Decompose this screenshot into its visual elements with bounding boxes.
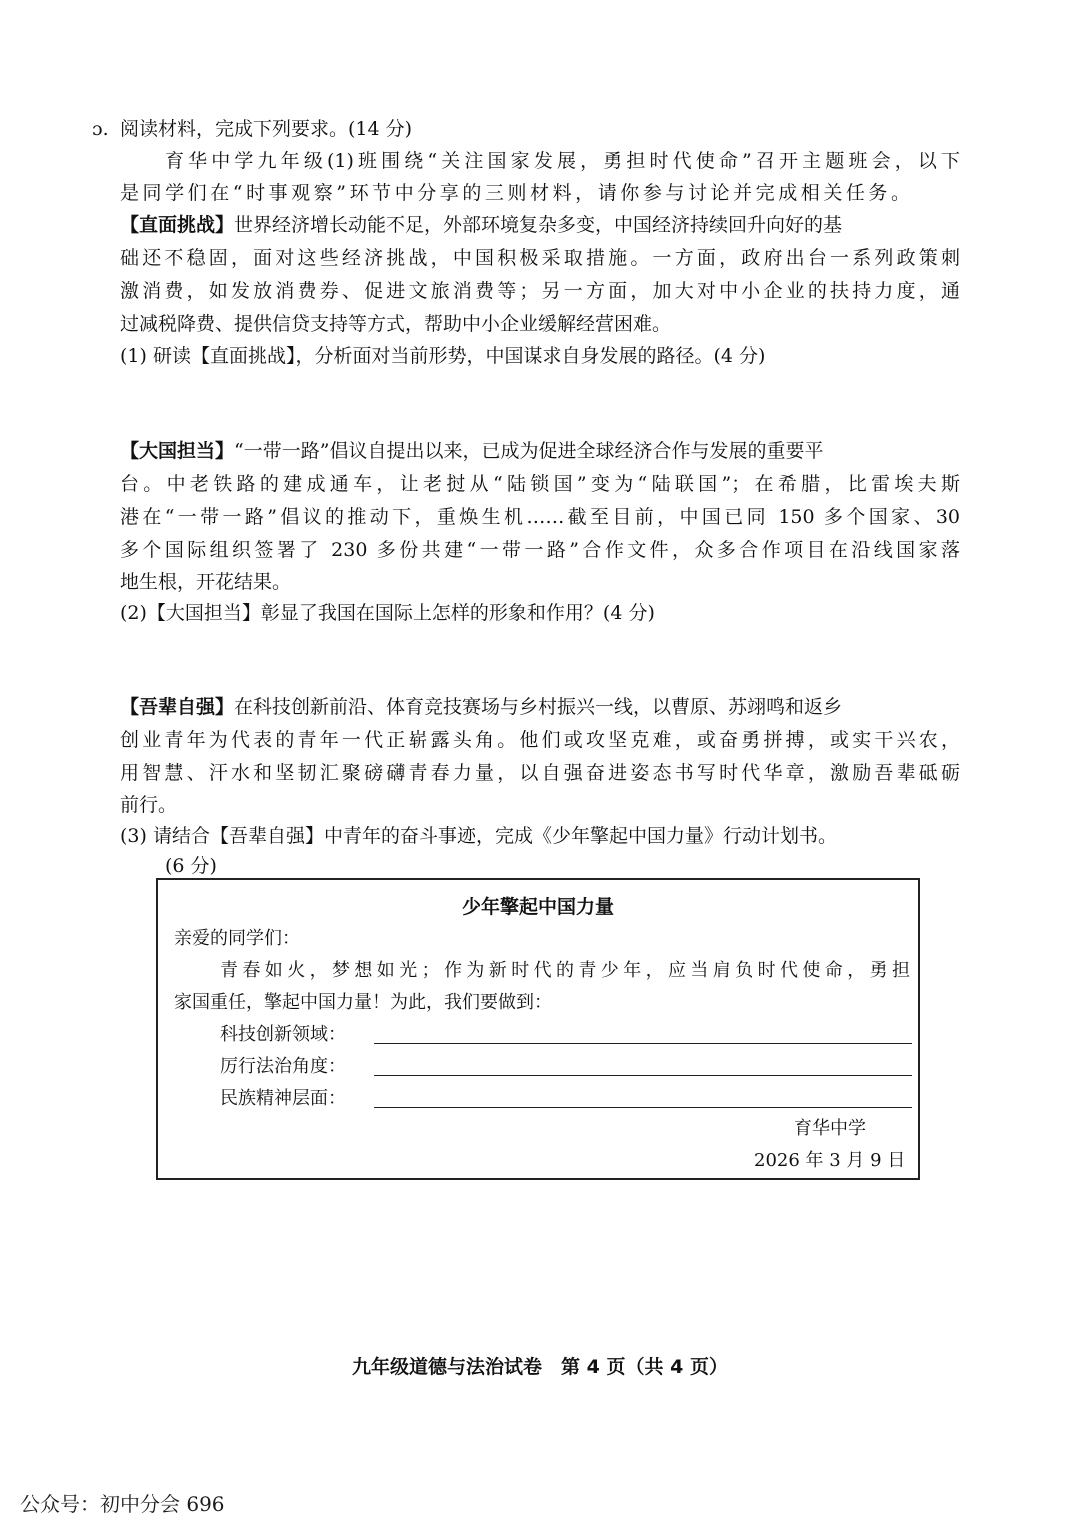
answer-line-law[interactable] (374, 1075, 912, 1076)
watermark: 公众号：初中分会 696 (20, 1492, 225, 1516)
material-text: “一带一路”倡议自提出以来，已成为促进全球经济合作与发展的重要平 (234, 440, 824, 462)
answer-line-tech[interactable] (374, 1043, 912, 1044)
plan-body-line-1: 青春如火，梦想如光；作为新时代的青少年，应当肩负时代使命，勇担 (220, 960, 910, 981)
material-self-strengthening (120, 694, 960, 720)
material-text: 台。中老铁路的建成通车，让老挝从“陆锁国”变为“陆联国”；在希腊，比雷埃夫斯 (120, 473, 960, 495)
page-footer: 九年级道德与法治试卷 第 4 页（共 4 页） (352, 1356, 728, 1378)
plan-title: 少年擎起中国力量 (461, 896, 614, 918)
intro-line-2: 是同学们在“时事观察”环节中分享的三则材料，请你参与讨论并完成相关任务。 (120, 182, 910, 204)
material-text: 创业青年为代表的青年一代正崭露头角。他们或攻坚克难，或奋勇拼搏，或实干兴农， (120, 729, 960, 751)
material-text: 世界经济增长动能不足，外部环境复杂多变，中国经济持续回升向好的基 (234, 214, 843, 236)
field-label-law: 厉行法治角度： (220, 1056, 346, 1077)
material-text: 港在“一带一路”倡议的推动下，重焕生机……截至目前，中国已同 150 多个国家、30 (120, 506, 960, 528)
material-direct-challenge (120, 212, 960, 238)
material-tag: 【吾辈自强】 (120, 696, 235, 718)
plan-body-line-2: 家国重任，擎起中国力量！为此，我们要做到： (174, 992, 552, 1013)
material-great-power (120, 438, 960, 464)
field-label-tech: 科技创新领域： (220, 1024, 346, 1045)
answer-line-spirit[interactable] (374, 1107, 912, 1108)
material-text: 前行。 (120, 794, 178, 816)
plan-date: 2026 年 3 月 9 日 (754, 1150, 906, 1171)
material-text: 用智慧、汗水和坚韧汇聚磅礴青春力量，以自强奋进姿态书写时代华章，激励吾辈砥砺 (120, 762, 960, 784)
plan-greeting: 亲爱的同学们： (174, 928, 300, 949)
sub-question-3: (3) 请结合【吾辈自强】中青年的奋斗事迹，完成《少年擎起中国力量》行动计划书。 (120, 825, 837, 847)
material-text: 激消费，如发放消费券、促进文旅消费等；另一方面，加大对中小企业的扶持力度，通 (120, 280, 960, 302)
material-text: 地生根，开花结果。 (120, 571, 292, 593)
question-number: ɔ. (92, 118, 109, 140)
intro-line-1: 育华中学九年级(1)班围绕“关注国家发展，勇担时代使命”召开主题班会，以下 (165, 150, 960, 172)
material-text: 多个国际组织签署了 230 多份共建“一带一路”合作文件，众多合作项目在沿线国家落 (120, 539, 960, 561)
material-text: 过减税降费、提供信贷支持等方式，帮助中小企业缓解经营困难。 (120, 313, 672, 335)
material-tag: 【大国担当】 (120, 440, 235, 462)
material-text: 在科技创新前沿、体育竞技赛场与乡村振兴一线，以曹原、苏翊鸣和返乡 (234, 696, 843, 718)
material-tag: 【直面挑战】 (120, 214, 235, 236)
plan-signature: 育华中学 (794, 1118, 866, 1139)
field-label-spirit: 民族精神层面： (220, 1088, 346, 1109)
sub-question-1: (1) 研读【直面挑战】，分析面对当前形势，中国谋求自身发展的路径。(4 分) (120, 345, 766, 367)
action-plan-box (156, 878, 920, 1180)
question-prompt: 阅读材料，完成下列要求。(14 分) (120, 118, 413, 140)
sub-question-3-points: (6 分) (165, 855, 217, 877)
material-text: 础还不稳固，面对这些经济挑战，中国积极采取措施。一方面，政府出台一系列政策刺 (120, 247, 960, 269)
sub-question-2: (2)【大国担当】彰显了我国在国际上怎样的形象和作用？(4 分) (120, 602, 655, 624)
